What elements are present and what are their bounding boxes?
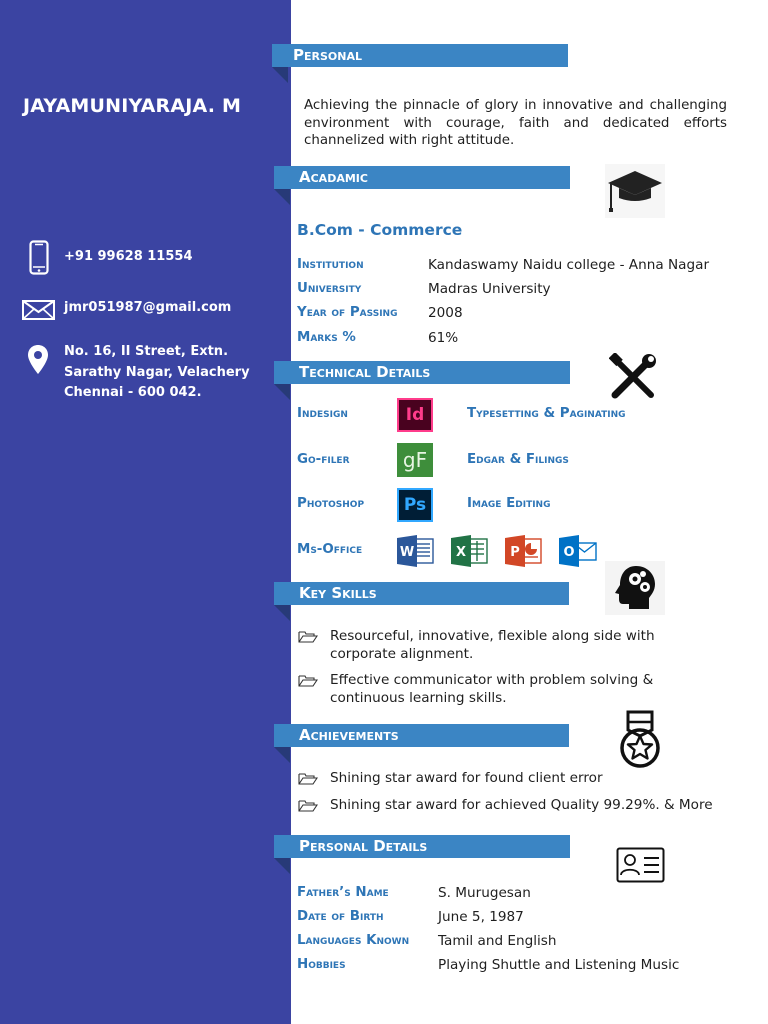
address-line-3: Chennai - 600 042.: [64, 385, 202, 400]
word-letter: W: [399, 545, 415, 560]
tech-desc-indesign: Typesetting & Paginating: [467, 406, 626, 421]
folder-open-icon: [298, 674, 318, 687]
outlook-letter: O: [563, 545, 575, 560]
personal-value: S. Murugesan: [438, 885, 531, 901]
phone-row: [0, 240, 291, 276]
section-fold: [274, 747, 290, 763]
section-personal-title: Personal: [293, 46, 362, 64]
section-achievements: [274, 724, 569, 747]
skill-text: [330, 672, 653, 707]
tech-label-indesign: Indesign: [297, 406, 348, 421]
academic-label: Marks %: [297, 330, 356, 345]
section-personal-details-title: Personal Details: [299, 837, 428, 855]
section-academic-title: Acadamic: [299, 168, 368, 186]
section-fold: [274, 605, 290, 621]
email-row: [0, 298, 291, 322]
academic-value: 61%: [428, 330, 459, 346]
address: [64, 342, 250, 404]
excel-icon: [451, 535, 488, 567]
id-card-icon: [616, 847, 665, 883]
indesign-icon: Id: [397, 398, 433, 432]
phone-number[interactable]: +91 99628 11554: [64, 249, 193, 264]
academic-label: University: [297, 281, 362, 296]
section-skills: [274, 582, 569, 605]
photoshop-icon: Ps: [397, 488, 433, 522]
academic-label: Institution: [297, 257, 364, 272]
folder-open-icon: [298, 630, 318, 643]
candidate-name: JAYAMUNIYARAJA. M: [23, 95, 242, 117]
mobile-phone-icon: [29, 240, 49, 275]
achievement-text: Shining star award for found client error: [330, 770, 603, 786]
medal-icon: [618, 710, 662, 770]
tech-label-msoffice: Ms-Office: [297, 542, 363, 557]
tech-desc-gofiler: Edgar & Filings: [467, 452, 569, 467]
folder-open-icon: [298, 772, 318, 785]
career-objective: Achieving the pinnacle of glory in innovative and challenging environment with courage, faith and dedicated efforts channelized with right attitude.: [304, 98, 727, 149]
personal-value: Tamil and English: [438, 933, 557, 949]
personal-label: Hobbies: [297, 957, 346, 972]
tools-icon: [609, 353, 657, 401]
section-achievements-title: Achievements: [299, 726, 399, 744]
gofiler-icon: gF: [397, 443, 433, 477]
section-fold: [274, 858, 290, 874]
academic-value: 2008: [428, 305, 463, 321]
address-line-1: No. 16, II Street, Extn.: [64, 344, 229, 359]
tech-label-gofiler: Go-filer: [297, 452, 350, 467]
powerpoint-letter: P: [510, 545, 520, 560]
degree-title: B.Com - Commerce: [297, 221, 463, 239]
personal-label: Languages Known: [297, 933, 410, 948]
section-personal: [272, 44, 568, 67]
envelope-icon: [22, 300, 55, 320]
graduation-cap-icon: [605, 164, 665, 218]
folder-open-icon: [298, 799, 318, 812]
section-personal-details: [274, 835, 570, 858]
section-fold: [274, 384, 290, 400]
personal-value: June 5, 1987: [438, 909, 524, 925]
academic-value: Kandaswamy Naidu college - Anna Nagar: [428, 257, 710, 273]
skill-line: Effective communicator with problem solving &: [330, 672, 654, 688]
excel-letter: X: [455, 545, 467, 560]
section-academic: [274, 166, 570, 189]
powerpoint-icon: [505, 535, 542, 567]
address-line-2: Sarathy Nagar, Velachery: [64, 364, 250, 380]
academic-label: Year of Passing: [297, 305, 398, 320]
section-skills-title: Key Skills: [299, 584, 377, 602]
achievement-text: Shining star award for achieved Quality 99.29%. & More: [330, 797, 713, 813]
tech-label-photoshop: Photoshop: [297, 496, 365, 511]
head-gears-icon: [605, 561, 665, 615]
personal-label: Date of Birth: [297, 909, 384, 924]
tech-desc-photoshop: Image Editing: [467, 496, 551, 511]
email-address[interactable]: jmr051987@gmail.com: [64, 300, 232, 315]
skill-text: [330, 628, 655, 663]
word-icon: [397, 535, 434, 567]
section-technical: [274, 361, 570, 384]
section-technical-title: Technical Details: [299, 363, 431, 381]
academic-value: Madras University: [428, 281, 551, 297]
personal-label: Father’s Name: [297, 885, 389, 900]
outlook-icon: [559, 535, 597, 567]
address-row: [0, 342, 291, 406]
map-pin-icon: [27, 344, 49, 375]
personal-value: Playing Shuttle and Listening Music: [438, 957, 680, 973]
skill-line: corporate alignment.: [330, 645, 474, 662]
section-fold: [274, 189, 290, 205]
skill-line: Resourceful, innovative, flexible along side with: [330, 628, 655, 644]
skill-line: continuous learning skills.: [330, 689, 507, 706]
sidebar: [0, 0, 291, 1024]
section-fold: [272, 67, 288, 83]
